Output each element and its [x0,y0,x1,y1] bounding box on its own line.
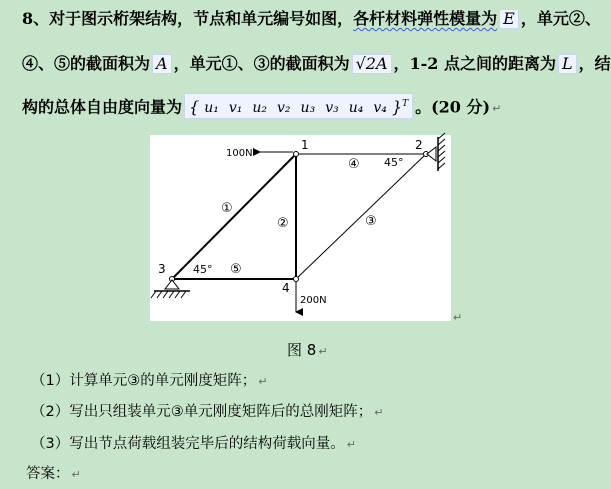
question-3-text: （3）写出节点荷载组装完毕后的结构荷载向量。 [31,436,345,452]
answer-label [26,462,81,483]
question-2 [31,400,383,421]
element-label-4: ④ [348,157,360,172]
transpose-sup: T [402,99,409,109]
paragraph-mark: ↵ [492,102,502,116]
q1-paragraph-mark: ↵ [258,375,268,388]
node-label-3: 3 [158,262,166,276]
dof-v2: v₂ [277,100,291,117]
caption-paragraph-mark: ↵ [318,345,328,358]
angle-label-bottom: 45° [193,263,213,276]
problem-line2-mid: ，单元①、③的截面积为 [173,54,350,73]
node-1 [294,152,299,157]
problem-line1-suffix: ，单元②、 [520,9,601,28]
node-label-4: 4 [282,281,290,295]
problem-line1-wavy: 各杆材料弹性模量为 [353,9,498,28]
var-E: E [499,9,519,29]
dof-v3: v₃ [325,100,339,117]
support-node-2 [427,133,445,171]
figure-caption [287,339,328,360]
dof-u4: u₄ [348,100,364,117]
node-label-1: 1 [301,138,309,152]
problem-line-1 [22,9,601,29]
figure-caption-text: 图 8 [287,341,317,359]
answer-paragraph-mark: ↵ [71,468,81,481]
angle-label-top: 45° [384,156,404,169]
dof-u2: u₂ [252,100,268,117]
element-label-2: ② [277,216,289,231]
question-3 [31,432,356,453]
question-1 [31,369,267,390]
truss-figure [150,135,451,321]
answer-label-text: 答案： [26,466,70,482]
q3-paragraph-mark: ↵ [346,438,356,451]
problem-line2-prefix: ④、⑤的截面积为 [22,54,151,73]
element-label-3: ③ [365,214,377,229]
dof-u3: u₃ [300,100,316,117]
var-sqrt2A: √2A [352,54,392,74]
dof-v1: v₁ [228,100,243,117]
node-label-2: 2 [415,138,423,152]
problem-line1-prefix: 8、对于图示桁架结构，节点和单元编号如图， [22,9,354,28]
var-L: L [558,54,577,74]
dof-u1: u₁ [204,100,219,117]
problem-line2-mid2: ，1-2 点之间的距离为 [393,54,557,73]
problem-line3-prefix: 构的总体自由度向量为 [22,97,183,117]
var-A: A [152,54,172,74]
element-label-5: ⑤ [230,262,242,277]
question-1-text: （1）计算单元③的单元刚度矩阵； [31,373,257,389]
question-2-text: （2）写出只组装单元③单元刚度矩阵后的总刚矩阵； [31,404,373,420]
support-node-3 [151,280,190,298]
dof-vector: { u₁ v₁ u₂ v₂ u₃ v₃ u₄ v₄ }$^T$ [184,93,413,119]
q2-paragraph-mark: ↵ [374,406,384,419]
load-down-label: 200N [300,295,327,306]
truss-diagram [150,135,451,321]
member-3 [296,154,426,279]
problem-line3-suffix: 。(20 分) [415,97,491,117]
dof-v4: v₄ [373,100,387,117]
figure-paragraph-mark: ↵ [453,311,463,324]
element-label-1: ① [221,201,233,216]
node-4 [294,277,299,282]
problem-line2-suffix: ，结 [578,54,611,73]
problem-line-3 [22,93,501,119]
load-left-label: 100N [226,148,253,159]
problem-line-2 [22,54,611,74]
